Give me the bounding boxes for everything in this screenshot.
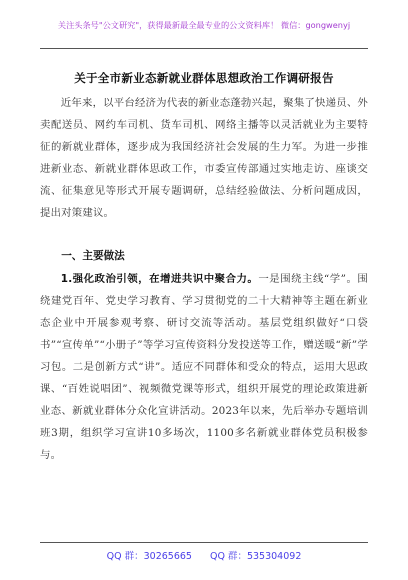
footer-contact (0, 548, 408, 562)
paragraph-1 (40, 268, 368, 466)
footer-divider (40, 542, 368, 543)
footer-qq-group-2: QQ 群：535304092 (209, 551, 302, 562)
paragraph-1-lead: 1.强化政治引领，在增进共识中聚合力。 (60, 273, 259, 285)
paragraph-1-body: 一是围绕主线“学”。围绕建党百年、党史学习教育、学习贯彻党的二十大精神等主题在新业态企业中开展参观考察、研讨交流等活动。基层党组织做好“口袋书”“宣传单”“小册子”等学习宣传资料分发投送等工作，赠送暖“新”学习包。二是创新方式“讲”。适应不同群体和受众的特点，运用大思政课、“百姓说唱团”、视频微党课等形式，组织开展党的理论政策进新业态、新就业群体分众化宣讲活动。2023年以来，先后举办专题培训班3期，组织学习宣讲10多场次，1100多名新就业群体党员积极参与。 (40, 273, 368, 461)
header-divider (40, 48, 368, 49)
header-notice: 关注头条号"公文研究"，获得最新最全最专业的公文资料库！ 微信：gongwenyj (57, 20, 351, 30)
document-title: 关于全市新业态新就业群体思想政治工作调研报告 (74, 71, 334, 85)
intro-paragraph: 近年来，以平台经济为代表的新业态蓬勃兴起，聚集了快递员、外卖配送员、网约车司机、货车司机、网络主播等以灵活就业为主要特征的新就业群体，逐步成为我国经济社会发展的生力军。为进一步推进新业态、新就业群体思政工作，市委宣传部通过实地走访、座谈交流、征集意见等形式开展专题调研，总结经验做法、分析问题成因，提出对策建议。 (40, 97, 368, 219)
footer-qq-group-1: QQ 群：30265665 (106, 551, 192, 562)
section-heading: 一、主要做法 (61, 250, 125, 262)
